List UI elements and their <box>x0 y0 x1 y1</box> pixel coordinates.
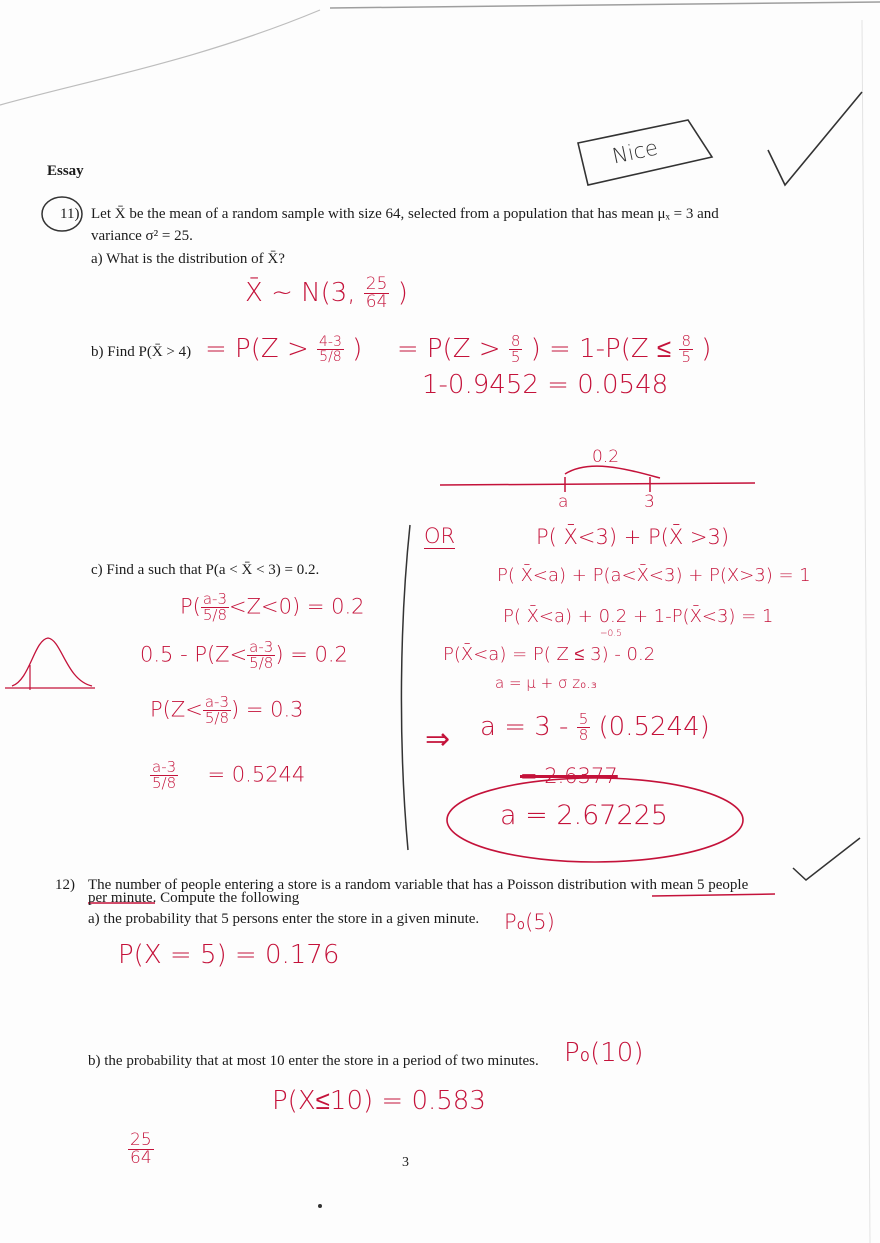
work-c-right-5: a = μ + σ z₀.₃ <box>495 674 597 692</box>
answer-b-frac3-num: 8 <box>681 332 692 350</box>
answer-b-step3: ) = 1-P(Z ≤ <box>530 334 672 364</box>
scan-edge <box>862 20 870 1243</box>
answer-b-frac2 <box>509 334 523 365</box>
work-c-l2-pre: 0.5 - P(Z< <box>140 642 248 667</box>
work-c-left-1 <box>180 592 365 623</box>
normal-curve-icon <box>12 638 92 686</box>
work-c-l3-post: ) = 0.3 <box>231 697 304 722</box>
answer-b-frac3 <box>679 334 693 365</box>
checkmark-icon-q12 <box>793 838 860 880</box>
answer-a-den: 64 <box>365 292 388 312</box>
work-c-left-2 <box>140 640 348 671</box>
scratch-frac <box>128 1132 154 1167</box>
work-c-right-note: =0.5 <box>600 629 622 639</box>
question-text-line2: variance σ² = 25. <box>91 228 193 244</box>
work-c-r6-post: (0.5244) <box>598 712 710 742</box>
work-divider <box>401 525 410 850</box>
work-c-r6-num: 5 <box>578 710 589 728</box>
part-c-prompt: c) Find a such that P(a < X̄ < 3) = 0.2. <box>91 562 320 578</box>
question12-per-minute: per minute <box>88 890 153 906</box>
answer-b-frac2-num: 8 <box>510 332 521 350</box>
work-c-left-4 <box>150 760 305 791</box>
q12-b-answer: P(X≤10) = 0.583 <box>272 1086 486 1116</box>
answer-b-frac1-num: 4-3 <box>319 334 342 350</box>
question12-number: 12) <box>55 877 75 893</box>
work-c-right-6 <box>480 712 710 743</box>
scratch-den: 64 <box>130 1148 152 1168</box>
answer-a-close: ) <box>397 278 408 308</box>
work-c-l1-frac <box>201 592 229 623</box>
work-c-l1-num: a-3 <box>202 590 228 608</box>
part12-b-prompt: b) the probability that at most 10 enter the store in a period of two minutes. <box>88 1053 539 1069</box>
answer-b-line1 <box>205 333 711 365</box>
scan-artifact-line-top <box>330 2 880 8</box>
nice-comment: Nice <box>610 135 661 169</box>
number-line <box>440 483 755 485</box>
answer-a <box>245 276 408 311</box>
work-c-left-3 <box>150 695 304 726</box>
question12-text-line2 <box>88 890 299 907</box>
final-answer: a = 2.67225 <box>500 800 668 831</box>
part-a-prompt: a) What is the distribution of X̄? <box>91 251 285 267</box>
work-c-l2-num: a-3 <box>249 638 274 656</box>
number-line-label-3: 3 <box>644 492 655 512</box>
work-c-l1-pre: P( <box>180 594 201 619</box>
work-c-right-3: P( X̄<a) + 0.2 + 1-P(X̄<3) = 1 <box>503 606 774 627</box>
work-c-l4-den: 5/8 <box>152 774 177 792</box>
dot-mark <box>318 1204 322 1208</box>
work-c-l4-frac <box>150 760 178 791</box>
work-c-l2-post: ) = 0.2 <box>275 642 348 667</box>
work-c-l3-pre: P(Z< <box>150 697 203 722</box>
q12-a-answer: P(X = 5) = 0.176 <box>118 940 340 970</box>
work-c-l3-frac <box>203 695 231 726</box>
q12-a-side-note: P₀(5) <box>504 910 555 934</box>
answer-b-step2: = P(Z > <box>396 334 501 364</box>
number-line-brace <box>565 466 660 478</box>
work-c-r6-den: 8 <box>578 726 589 744</box>
scratch-num: 25 <box>130 1130 152 1150</box>
answer-a-num: 25 <box>365 274 388 294</box>
answer-b-frac1-den: 5/8 <box>319 349 342 365</box>
or-text: OR <box>424 524 456 548</box>
scratch-fraction <box>128 1132 154 1167</box>
page-number: 3 <box>402 1155 409 1170</box>
question-text-line1: Let X̄ be the mean of a random sample with size 64, selected from a population that has mean μₓ = 3 and <box>91 206 719 222</box>
part12-a-prompt: a) the probability that 5 persons enter the store in a given minute. <box>88 911 480 927</box>
work-c-l4-post: = 0.5244 <box>207 762 306 787</box>
checkmark-icon <box>768 92 862 185</box>
work-c-l3-num: a-3 <box>204 693 229 711</box>
or-label <box>424 524 455 548</box>
q12-b-side-note: P₀(10) <box>564 1038 644 1068</box>
work-c-right-4: P(X̄<a) = P( Z ≤ 3) - 0.2 <box>443 644 656 665</box>
answer-b-line2: 1-0.9452 = 0.0548 <box>422 370 669 400</box>
work-c-l1-post: <Z<0) = 0.2 <box>229 594 365 619</box>
question12-text-line1: The number of people entering a store is a random variable that has a Poisson distribution with mean 5 people <box>88 877 749 893</box>
part-b-prompt: b) Find P(X̄ > 4) <box>91 344 192 360</box>
answer-b-close1: ) <box>352 334 363 364</box>
work-c-r6-frac <box>577 712 591 743</box>
work-c-right-2: P( X̄<a) + P(a<X̄<3) + P(X>3) = 1 <box>497 565 811 586</box>
implies-arrow: ⇒ <box>425 722 451 757</box>
work-c-right-struck: = 2.6377 <box>520 764 618 788</box>
answer-b-frac3-den: 5 <box>681 348 692 366</box>
answer-a-fraction <box>364 276 390 311</box>
number-line-label-a: a <box>558 492 569 512</box>
answer-b-frac2-den: 5 <box>510 348 521 366</box>
work-c-r6-pre: a = 3 - <box>480 712 569 742</box>
section-title: Essay <box>47 163 84 179</box>
answer-b-frac1 <box>317 335 344 364</box>
work-c-l3-den: 5/8 <box>204 709 229 727</box>
question12-compute: . Compute the following <box>152 890 300 906</box>
work-c-l2-frac <box>247 640 275 671</box>
work-c-l4-num: a-3 <box>152 758 177 776</box>
answer-a-lhs: X̄ ~ N(3, <box>245 278 356 308</box>
scan-artifact-line <box>0 10 320 105</box>
question-number: 11) <box>60 206 80 222</box>
work-c-right-1: P( X̄<3) + P(X̄ >3) <box>536 525 730 549</box>
answer-b-close3: ) <box>701 334 712 364</box>
work-c-l2-den: 5/8 <box>249 654 274 672</box>
underline-mean <box>652 894 775 896</box>
number-line-label-0-2: 0.2 <box>592 447 620 467</box>
work-c-l1-den: 5/8 <box>202 606 227 624</box>
answer-b-step1: = P(Z > <box>205 334 309 364</box>
